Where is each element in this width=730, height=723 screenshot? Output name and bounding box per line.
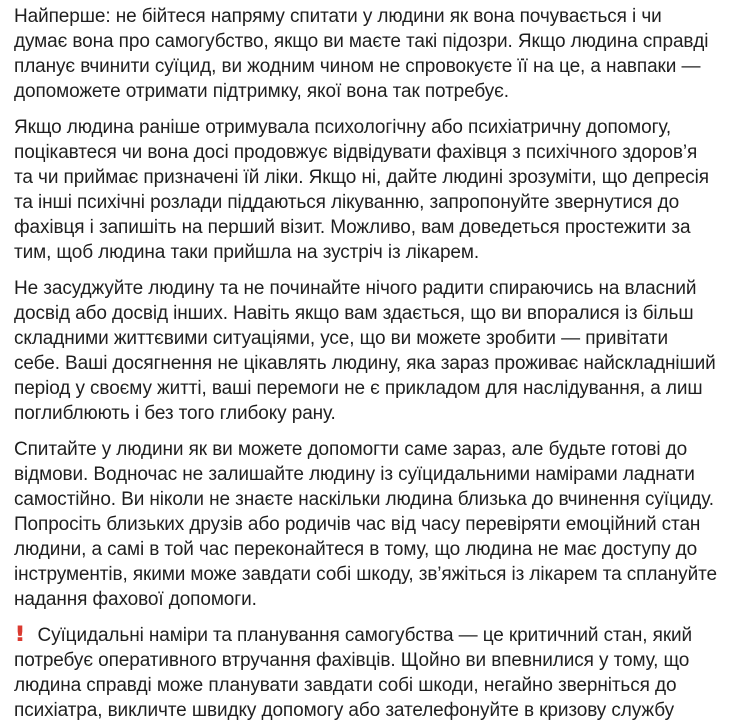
paragraph: Не засуджуйте людину та не починайте нічого радити спираючись на власний досвід або досвід інших. Навіть якщо вам здається, що ви впоралися із більш складними життєвими ситуаціями, усе, що ви можете зробити — привітати себе. Ваші досягнення не цікавлять людину, яка зараз проживає найскладніший період у своєму житті, ваші перемоги не є прикладом для наслідування, а лиш поглиблюють і без того глибоку рану. [14, 278, 716, 424]
red-exclamation-icon: ! [14, 622, 26, 646]
paragraph: Якщо людина раніше отримувала психологічну або психіатричну допомогу, поцікавтеся чи вона досі продовжує відвідувати фахівця з психічного здоров’я та чи приймає призначені їй ліки. Якщо ні, дайте людині зрозуміти, що депресія та інші психічні розлади піддаються лікуванню, запропонуйте звернутися до фахівця і запишіть на перший візит. Можливо, вам доведеться простежити за тим, щоб людина таки прийшла на зустріч із лікарем. [14, 117, 709, 263]
article-paragraphs [14, 4, 717, 723]
paragraph: ! Суїцидальні наміри та планування самогубства — це критичний стан, який потребує оперативного втручання фахівців. Щойно ви впевнилися у тому, що людина справді може планувати завдати собі шкоди, негайно зверніться до психіатра, викличте швидку допомогу або зателефонуйте в кризову службу [14, 622, 693, 721]
paragraph: Спитайте у людини як ви можете допомогти саме зараз, але будьте готові до відмови. Водночас не залишайте людину із суїцидальними намірами ладнати самостійно. Ви ніколи не знаєте наскільки людина близька до вчинення суїциду. Попросіть близьких друзів або родичів час від часу перевіряти емоційний стан людини, а самі в той час переконайтеся в тому, що людина не має доступу до інструментів, якими може завдати собі шкоду, зв’яжіться із лікарем та сплануйте надання фахової допомоги. [14, 439, 717, 610]
paragraph: Найперше: не бійтеся напряму спитати у людини як вона почувається і чи думає вона про самогубство, якщо ви маєте такі підозри. Якщо людина справді планує вчинити суїцид, ви жодним чином не спровокуєте її на це, а навпаки — допоможете отримати підтримку, якої вона так потребує. [14, 6, 709, 102]
